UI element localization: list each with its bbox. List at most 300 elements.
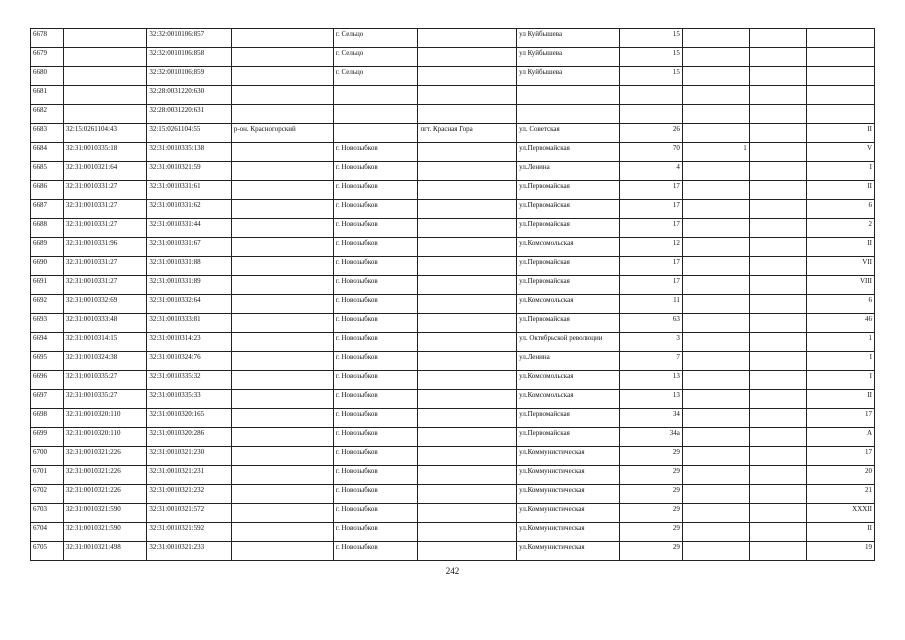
cell-house-number: 15 [620,29,683,48]
table-row [31,295,875,314]
cell-district [231,162,333,181]
cell-house-number: 29 [620,523,683,542]
cell-building [682,447,749,466]
cell-settlement [418,67,517,86]
cell-city: г. Сельцо [333,29,418,48]
cell-street: ул.Ленина [517,162,620,181]
cell-district [231,390,333,409]
cell-extra [749,390,806,409]
cell-previous-cadastral-number: 32:31:0010331:27 [63,200,146,219]
cell-house-number [620,86,683,105]
cell-cadastral-number: 32:31:0010333:81 [147,314,232,333]
cell-row-number: 6698 [31,409,64,428]
cell-premises-number: 17 [806,409,874,428]
cell-previous-cadastral-number [63,29,146,48]
cell-premises-number: II [806,523,874,542]
cell-city: г. Новозыбков [333,143,418,162]
cell-row-number: 6688 [31,219,64,238]
table-row [31,333,875,352]
cell-district [231,428,333,447]
cell-extra [749,352,806,371]
cell-cadastral-number: 32:31:0010321:572 [147,504,232,523]
cell-house-number: 3 [620,333,683,352]
cell-district [231,86,333,105]
cell-premises-number [806,29,874,48]
cell-building [682,162,749,181]
cell-house-number: 29 [620,447,683,466]
cell-city: г. Новозыбков [333,390,418,409]
cell-building [682,219,749,238]
table-row [31,428,875,447]
cell-previous-cadastral-number: 32:31:0010331:27 [63,181,146,200]
table-row [31,466,875,485]
cell-city: г. Новозыбков [333,504,418,523]
cell-cadastral-number: 32:28:0031220:631 [147,105,232,124]
cell-house-number: 11 [620,295,683,314]
cell-house-number: 15 [620,48,683,67]
cell-city: г. Новозыбков [333,333,418,352]
cell-street: ул.Ленина [517,352,620,371]
cell-extra [749,105,806,124]
cell-house-number: 17 [620,181,683,200]
cell-district [231,295,333,314]
cell-house-number [620,105,683,124]
cell-street: ул.Коммунистическая [517,447,620,466]
cell-cadastral-number: 32:32:0010106:857 [147,29,232,48]
table-row [31,542,875,561]
cell-building [682,409,749,428]
cell-cadastral-number: 32:31:0010332:64 [147,295,232,314]
cell-premises-number [806,86,874,105]
cell-cadastral-number: 32:31:0010331:67 [147,238,232,257]
cell-extra [749,238,806,257]
table-row [31,219,875,238]
cell-premises-number: 20 [806,466,874,485]
cell-premises-number: 21 [806,485,874,504]
cell-city: г. Новозыбков [333,257,418,276]
cell-house-number: 17 [620,257,683,276]
cell-row-number: 6686 [31,181,64,200]
table-row [31,504,875,523]
cell-row-number: 6685 [31,162,64,181]
cell-cadastral-number: 32:31:0010321:231 [147,466,232,485]
cell-extra [749,314,806,333]
cell-premises-number: А [806,428,874,447]
cell-premises-number: II [806,124,874,143]
cell-row-number: 6694 [31,333,64,352]
cell-extra [749,257,806,276]
cell-street: ул.Первомайская [517,276,620,295]
cell-cadastral-number: 32:32:0010106:858 [147,48,232,67]
cell-cadastral-number: 32:31:0010321:233 [147,542,232,561]
cell-settlement [418,86,517,105]
cell-previous-cadastral-number: 32:31:0010320:110 [63,428,146,447]
cell-previous-cadastral-number: 32:31:0010332:69 [63,295,146,314]
cell-district [231,314,333,333]
table-row [31,181,875,200]
table-row [31,352,875,371]
cell-street: ул.Первомайская [517,257,620,276]
cell-street: ул.Первомайская [517,200,620,219]
cell-street [517,86,620,105]
cell-building [682,48,749,67]
cell-city: г. Новозыбков [333,428,418,447]
cell-cadastral-number: 32:15:0261104:55 [147,124,232,143]
cell-premises-number: VIII [806,276,874,295]
cell-previous-cadastral-number [63,105,146,124]
cell-premises-number: V [806,143,874,162]
cell-settlement [418,523,517,542]
cell-row-number: 6681 [31,86,64,105]
cell-house-number: 4 [620,162,683,181]
cell-previous-cadastral-number: 32:31:0010321:64 [63,162,146,181]
page-number: 242 [445,566,460,576]
cell-street: ул.Комсомольская [517,390,620,409]
cell-street: ул.Коммунистическая [517,485,620,504]
cell-building [682,67,749,86]
cell-previous-cadastral-number: 32:31:0010320:110 [63,409,146,428]
cell-settlement [418,200,517,219]
cell-previous-cadastral-number: 32:31:0010321:498 [63,542,146,561]
cell-extra [749,523,806,542]
cell-city: г. Новозыбков [333,162,418,181]
cell-street [517,105,620,124]
cell-district [231,143,333,162]
cell-district [231,371,333,390]
cell-building: 1 [682,143,749,162]
cell-premises-number: 6 [806,295,874,314]
cell-district [231,48,333,67]
cell-house-number: 34 [620,409,683,428]
cell-district [231,238,333,257]
cell-house-number: 13 [620,390,683,409]
cell-city: г. Новозыбков [333,276,418,295]
cell-row-number: 6699 [31,428,64,447]
cell-street: ул.Первомайская [517,181,620,200]
cell-row-number: 6700 [31,447,64,466]
cell-row-number: 6702 [31,485,64,504]
cell-premises-number: 46 [806,314,874,333]
cell-previous-cadastral-number: 32:15:0261104:43 [63,124,146,143]
cell-district [231,200,333,219]
table-row [31,124,875,143]
table-row [31,162,875,181]
cell-previous-cadastral-number: 32:31:0010333:48 [63,314,146,333]
cell-row-number: 6705 [31,542,64,561]
cell-house-number: 17 [620,276,683,295]
table-row [31,523,875,542]
cell-district [231,29,333,48]
cell-settlement [418,314,517,333]
cell-cadastral-number: 32:31:0010335:33 [147,390,232,409]
cell-city: г. Новозыбков [333,314,418,333]
cell-cadastral-number: 32:31:0010331:89 [147,276,232,295]
cell-house-number: 29 [620,485,683,504]
cell-street: ул Куйбышева [517,29,620,48]
cell-extra [749,409,806,428]
cell-previous-cadastral-number: 32:31:0010335:27 [63,371,146,390]
cell-previous-cadastral-number [63,67,146,86]
table-row [31,314,875,333]
cell-building [682,86,749,105]
cell-street: ул. Октябрьской революции [517,333,620,352]
cell-row-number: 6682 [31,105,64,124]
cell-cadastral-number: 32:32:0010106:859 [147,67,232,86]
cell-premises-number: I [806,162,874,181]
cell-city: г. Новозыбков [333,295,418,314]
cell-settlement [418,257,517,276]
cell-row-number: 6678 [31,29,64,48]
cell-street: ул.Первомайская [517,314,620,333]
table-row [31,29,875,48]
cell-house-number: 13 [620,371,683,390]
cell-extra [749,124,806,143]
cell-street: ул.Первомайская [517,143,620,162]
cell-previous-cadastral-number: 32:31:0010324:38 [63,352,146,371]
cell-premises-number: 19 [806,542,874,561]
cell-row-number: 6691 [31,276,64,295]
cell-row-number: 6684 [31,143,64,162]
cell-previous-cadastral-number: 32:31:0010331:27 [63,276,146,295]
cell-extra [749,371,806,390]
cell-district [231,352,333,371]
cell-settlement [418,295,517,314]
cell-building [682,238,749,257]
cell-city: г. Новозыбков [333,523,418,542]
cell-settlement [418,181,517,200]
cell-building [682,257,749,276]
cell-premises-number: XXXII [806,504,874,523]
cell-district: р-он. Красногорский [231,124,333,143]
cell-city: г. Новозыбков [333,542,418,561]
cell-premises-number: I [806,371,874,390]
table-row [31,200,875,219]
cell-house-number: 17 [620,219,683,238]
cell-previous-cadastral-number: 32:31:0010321:226 [63,466,146,485]
cell-building [682,504,749,523]
cell-row-number: 6690 [31,257,64,276]
cell-cadastral-number: 32:31:0010320:286 [147,428,232,447]
cell-building [682,124,749,143]
table-row [31,257,875,276]
cell-previous-cadastral-number: 32:31:0010321:226 [63,485,146,504]
cell-building [682,352,749,371]
cell-building [682,276,749,295]
table-row [31,143,875,162]
cell-premises-number: I [806,352,874,371]
cell-cadastral-number: 32:31:0010335:138 [147,143,232,162]
cell-row-number: 6679 [31,48,64,67]
cell-building [682,371,749,390]
cell-city [333,105,418,124]
cell-settlement [418,29,517,48]
cell-house-number: 17 [620,200,683,219]
cell-extra [749,48,806,67]
cell-cadastral-number: 32:31:0010321:592 [147,523,232,542]
cell-settlement [418,143,517,162]
cell-settlement [418,105,517,124]
cell-row-number: 6692 [31,295,64,314]
cell-settlement [418,485,517,504]
cell-cadastral-number: 32:31:0010331:62 [147,200,232,219]
cell-city: г. Сельцо [333,48,418,67]
cell-row-number: 6695 [31,352,64,371]
table-row [31,86,875,105]
cell-previous-cadastral-number: 32:31:0010321:226 [63,447,146,466]
cell-city [333,124,418,143]
cell-street: ул.Первомайская [517,219,620,238]
cell-building [682,485,749,504]
cell-settlement [418,390,517,409]
cell-extra [749,428,806,447]
cell-settlement [418,371,517,390]
cell-street: ул Куйбышева [517,48,620,67]
cell-district [231,485,333,504]
cell-row-number: 6697 [31,390,64,409]
cell-house-number: 70 [620,143,683,162]
cell-house-number: 63 [620,314,683,333]
cell-street: ул.Комсомольская [517,238,620,257]
cell-extra [749,86,806,105]
cell-settlement [418,409,517,428]
cell-house-number: 29 [620,542,683,561]
cell-premises-number: 6 [806,200,874,219]
cell-district [231,523,333,542]
cell-extra [749,200,806,219]
cell-previous-cadastral-number: 32:31:0010331:27 [63,257,146,276]
cell-city: г. Новозыбков [333,219,418,238]
table-row [31,67,875,86]
cell-street: ул.Коммунистическая [517,466,620,485]
cell-previous-cadastral-number [63,86,146,105]
cell-house-number: 26 [620,124,683,143]
cell-district [231,504,333,523]
registry-table [30,28,875,561]
cell-house-number: 12 [620,238,683,257]
cell-previous-cadastral-number: 32:31:0010331:27 [63,219,146,238]
cell-row-number: 6687 [31,200,64,219]
cell-premises-number: 2 [806,219,874,238]
cell-extra [749,143,806,162]
cell-house-number: 29 [620,504,683,523]
cell-settlement [418,352,517,371]
cell-street: ул. Советская [517,124,620,143]
cell-house-number: 34а [620,428,683,447]
cell-district [231,542,333,561]
cell-settlement [418,466,517,485]
cell-building [682,295,749,314]
cell-city: г. Новозыбков [333,238,418,257]
cell-settlement [418,238,517,257]
cell-settlement [418,162,517,181]
cell-cadastral-number: 32:31:0010335:32 [147,371,232,390]
cell-building [682,542,749,561]
cell-building [682,466,749,485]
cell-premises-number [806,105,874,124]
table-row [31,409,875,428]
cell-city: г. Новозыбков [333,466,418,485]
cell-premises-number: II [806,238,874,257]
cell-extra [749,333,806,352]
cell-extra [749,162,806,181]
cell-city: г. Новозыбков [333,181,418,200]
cell-premises-number: VII [806,257,874,276]
cell-premises-number: 1 [806,333,874,352]
table-row [31,48,875,67]
cell-street: ул.Коммунистическая [517,504,620,523]
cell-settlement [418,504,517,523]
cell-district [231,276,333,295]
cell-extra [749,504,806,523]
cell-building [682,29,749,48]
cell-cadastral-number: 32:31:0010321:230 [147,447,232,466]
cell-settlement [418,219,517,238]
cell-cadastral-number: 32:31:0010314:23 [147,333,232,352]
cell-previous-cadastral-number: 32:31:0010321:590 [63,504,146,523]
table-body [31,29,875,561]
cell-row-number: 6703 [31,504,64,523]
table-row [31,485,875,504]
cell-building [682,314,749,333]
cell-extra [749,67,806,86]
cell-row-number: 6680 [31,67,64,86]
cell-street: ул.Первомайская [517,428,620,447]
cell-building [682,428,749,447]
cell-cadastral-number: 32:31:0010331:88 [147,257,232,276]
cell-extra [749,181,806,200]
cell-street: ул.Первомайская [517,409,620,428]
cell-district [231,181,333,200]
table-row [31,238,875,257]
cell-row-number: 6701 [31,466,64,485]
cell-premises-number [806,67,874,86]
cell-cadastral-number: 32:31:0010320:165 [147,409,232,428]
cell-extra [749,276,806,295]
cell-city: г. Новозыбков [333,200,418,219]
cell-cadastral-number: 32:31:0010321:232 [147,485,232,504]
cell-street: ул.Комсомольская [517,371,620,390]
cell-settlement [418,333,517,352]
cell-extra [749,219,806,238]
cell-district [231,333,333,352]
cell-house-number: 29 [620,466,683,485]
cell-row-number: 6683 [31,124,64,143]
cell-premises-number: 17 [806,447,874,466]
cell-extra [749,542,806,561]
cell-street: ул.Комсомольская [517,295,620,314]
cell-premises-number: II [806,181,874,200]
cell-settlement: пгт. Красная Гора [418,124,517,143]
cell-premises-number: II [806,390,874,409]
cell-city: г. Сельцо [333,67,418,86]
cell-extra [749,485,806,504]
cell-extra [749,295,806,314]
cell-previous-cadastral-number [63,48,146,67]
cell-cadastral-number: 32:31:0010331:44 [147,219,232,238]
cell-city: г. Новозыбков [333,485,418,504]
table-row [31,105,875,124]
cell-premises-number [806,48,874,67]
cell-district [231,67,333,86]
cell-street: ул.Коммунистическая [517,542,620,561]
cell-district [231,257,333,276]
cell-extra [749,466,806,485]
cell-district [231,105,333,124]
cell-building [682,181,749,200]
cell-cadastral-number: 32:28:0031220:630 [147,86,232,105]
cell-previous-cadastral-number: 32:31:0010314:15 [63,333,146,352]
cell-row-number: 6693 [31,314,64,333]
